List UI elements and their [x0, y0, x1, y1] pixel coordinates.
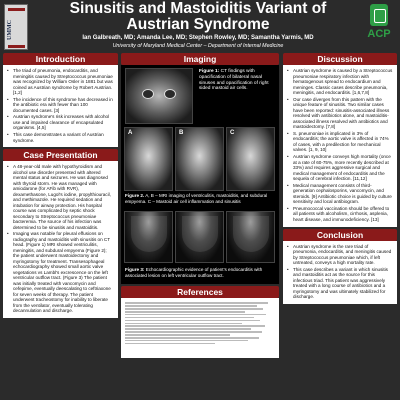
references-body [121, 298, 279, 358]
ct-head-image [125, 68, 193, 124]
poster-header [0, 0, 400, 54]
discussion-bullet: • Medical management consists of third-generation cephalosporins, vancomycin, and steroids. [9] Antibiotic choice is guided by culture sensitivity and local antibiogram. [287, 183, 393, 205]
right-column [283, 53, 397, 304]
discussion-bullet: • S. pneumoniae is implicated in 3% of endocarditis; the aortic valve is affected in 74% of cases, with a predilection for mechanical valves. [1, 9, 10] [287, 131, 393, 153]
echo-image-3 [226, 211, 275, 263]
intro-bullet: • Austrian syndrome's risk increases with alcohol use and impaired clearance of encapsulated organisms. [4,5] [7, 114, 114, 131]
figure-2-caption [125, 193, 275, 204]
figure-3-images [124, 211, 276, 265]
title-line-2: Austrian Syndrome [126, 16, 270, 33]
figure-3-label: Figure 3: [125, 267, 145, 272]
left-column [3, 53, 118, 318]
poster-title [36, 1, 360, 33]
conclusion-heading: Conclusion [283, 229, 397, 241]
conclusion-body [283, 241, 397, 304]
acp-logo-text: ACP [367, 28, 391, 40]
conclusion-bullet: • Austrian syndrome is the rare triad of pneumonia, endocarditis, and meningitis caused by Streptococcus pneumoniae which, if left untreated, conveys a high mortality rate. [287, 244, 393, 266]
mri-label-b: B [179, 130, 184, 136]
mri-image-c [226, 127, 275, 191]
acp-logo [362, 4, 396, 46]
imaging-panel [121, 65, 279, 284]
figure-3-text: Echocardiographic evidence of patient's endocarditis with associated lesion on left ventricular outflow tract. [125, 267, 263, 278]
figure-1-text: CT findings with opacification of bilateral nasal sinuses and opacification of right sided mastoid air cells. [199, 69, 269, 92]
figure-1-label: Figure 1: [199, 69, 220, 74]
institution: University of Maryland Medical Center – Department of Internal Medicine [112, 43, 284, 49]
discussion-heading: Discussion [283, 53, 397, 65]
middle-column [121, 53, 279, 358]
mri-label-c: C [230, 130, 235, 136]
references-heading: References [121, 286, 279, 298]
title-line-1: Sinusitis and Mastoiditis Variant of [69, 0, 327, 17]
figure-3-caption [125, 267, 275, 278]
mri-image-b [175, 127, 224, 191]
umm-logo [4, 4, 28, 50]
discussion-bullet: • Austrian syndrome is caused by a Streptococcus pneumoniae respiratory infection with hematogenous spread to endocardium and meninges. Classic cases describe pneumonia, meningitis, and endocarditis. [1,6,7,8] [287, 68, 393, 96]
introduction-heading: Introduction [3, 53, 118, 65]
imaging-heading: Imaging [121, 53, 279, 65]
introduction-body [3, 65, 118, 147]
mri-label-a: A [128, 130, 133, 136]
discussion-bullet: • Pneumococcal vaccination should be offered to all patients with alcoholism, cirrhosis, asplenia, heart disease, and immunodeficiency. [13] [287, 206, 393, 223]
echo-image-2 [175, 211, 224, 263]
case-presentation-body [3, 161, 118, 318]
discussion-bullet: • Austrian syndrome conveys high mortality (once at a rate of 60-75%, more recently described at 33%) and requires aggressive surgical and medical management of endocarditis and the sequela of cerebral infection. [11,12] [287, 154, 393, 182]
figure-1-caption [199, 69, 277, 92]
discussion-bullet: • Our case diverges from this pattern with the unique feature of sinusitis. Two similar cases have been reported: sinusitis-associated illness resolved with antibiotics alone, and mastoiditis-associated illness resolved with antibiotics and mastoidectomy. [7,8] [287, 97, 393, 130]
conclusion-bullet: • This case describes a variant in which sinusitis and mastoiditis act as the source for this infectious triad. This patient was aggressively treated with a long course of antibiotics and a myringotomy and was ultimately stabilized for discharge. [287, 267, 393, 300]
umm-logo-text: UMMC [7, 20, 13, 40]
mri-image-a [124, 127, 173, 191]
discussion-body [283, 65, 397, 227]
intro-bullet: • This case demonstrates a variant of Austrian syndrome. [7, 132, 114, 143]
case-presentation-heading: Case Presentation [3, 149, 118, 161]
figure-2-label: Figure 2. [125, 193, 145, 198]
intro-bullet: • The incidence of this syndrome has decreased in the antibiotic era with fewer than 100 documented cases. [3] [7, 97, 114, 114]
case-bullet: • Imaging was notable for pleural effusions on radiography and mastoiditis with sinusitis on CT head. (Figure 1) MRI showed ventriculitis, meningitis, and subdural empyema (Figure 2); the patient underwent mastoidectomy and myringotomy for treatment. Transesophageal echocardiography showed small aortic valve vegetations vs Lambl's excrescence on the left ventricular outflow tract. (Figure 3) The patient was initially treated with vancomycin and cefepime, eventually deescalating to ceftriaxone for seven weeks of therapy. The patient underwent tracheostomy for inability to liberate from the ventilator, eventually tolerating decannulation and discharge. [7, 231, 114, 314]
figure-2-text: A, B – MRI imaging of ventriculitis, mastoiditis, and subdural empyema. C – Mastoid air cell inflammation and sinusitis [125, 193, 268, 204]
case-bullet: • A 48-year-old male with hypothyroidism and alcohol use disorder presented with altered mental status and seizures. He was diagnosed with thyroid storm. He was managed with amiodarone (for AFib with RVR), dexamethasone, Lugol's iodine, propylthiouracil, and methimazole. He required sedation and intubation for airway protection. His hospital course was complicated by septic shock secondary to Streptococcus pneumoniae bacteremia. The source of his infection was determined to be sinusitis and mastoiditis. [7, 164, 114, 230]
intro-bullet: • The triad of pneumonia, endocarditis, and meningitis caused by Streptococcus pneumoniae was recognized by William Osler in 1881 but was coined as Austrian syndrome by Robert Austrian. [1,2] [7, 68, 114, 96]
figure-2-images [124, 127, 276, 197]
echo-image-1 [124, 211, 173, 263]
author-list: Ian Galbreath, MD; Amanda Lee, MD; Stephen Rowley, MD; Samantha Yarmis, MD [82, 35, 314, 41]
acp-badge-icon [370, 4, 388, 26]
